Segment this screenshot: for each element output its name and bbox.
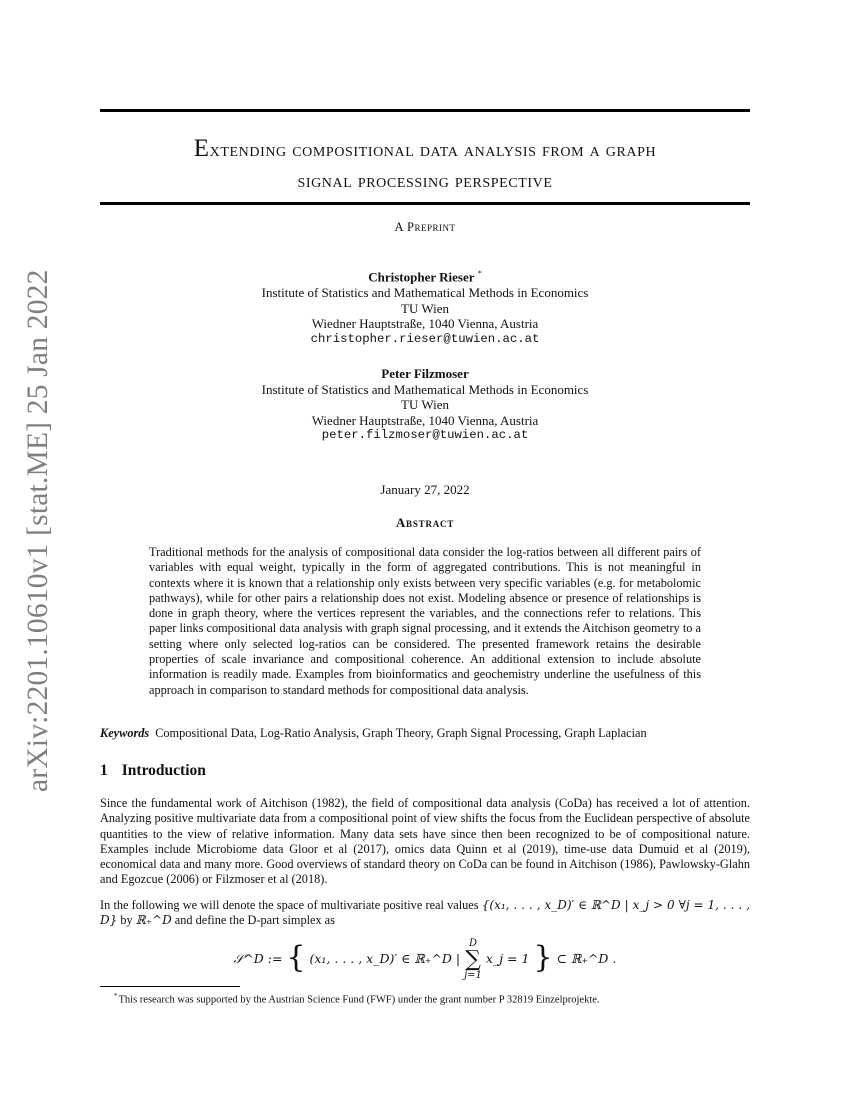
arxiv-identifier: arXiv:2201.10610v1 [stat.ME] 25 Jan 2022 — [22, 269, 54, 792]
publication-date: January 27, 2022 — [380, 482, 470, 497]
sum-symbol: ∑ — [465, 946, 481, 972]
sum-body: x_j = 1 — [485, 951, 530, 966]
author-affiliation: Institute of Statistics and Mathematical Methods in Economics — [261, 284, 589, 300]
author-email[interactable]: peter.filzmoser@tuwien.ac.at — [321, 428, 529, 443]
sum-lower-limit: j=1 — [464, 969, 482, 981]
simplex-paragraph-by: by — [120, 913, 133, 928]
title-top-rule — [100, 109, 750, 112]
simplex-paragraph-prefix: In the following we will denote the space of multivariate positive real values — [100, 898, 479, 912]
author-block-1 — [100, 266, 750, 347]
footnote — [114, 990, 750, 1007]
author-address: Wiedner Hauptstraße, 1040 Vienna, Austria — [311, 316, 539, 332]
equation-rhs: ⊂ ℝ₊^D . — [556, 951, 617, 966]
paper-title — [100, 133, 750, 197]
author-university: TU Wien — [401, 397, 449, 413]
close-brace-symbol: } — [533, 940, 553, 975]
preprint-label: A Preprint — [394, 220, 456, 234]
sum-upper-limit: D — [468, 937, 477, 949]
intro-paragraph: Since the fundamental work of Aitchison (1982), the field of compositional data analysis (CoDa) has received a lot of attention. Analyzing positive multivariate data from a compositional point of view shifts the focus from the Euclidean perspective of absolute quantities to the view of relative information. Many data sets have since then been recognized to be of compositional nature. Examples include Microbiome data Gloor et al (2017), omics data Quinn et al (2019), time-use data Dumuid et al (2019), economical data and many more. Good overviews of standard theory on CoDa can be found in Aitchison (1986), Pawlowsky-Glahn and Egozcue (2006) or Filzmoser et al (2018). — [100, 796, 750, 887]
abstract-heading: Abstract — [395, 515, 455, 530]
author-university: TU Wien — [401, 300, 449, 316]
keywords-list: Compositional Data, Log-Ratio Analysis, Graph Theory, Graph Signal Processing, Graph Laplacian — [155, 726, 647, 740]
footnote-text: This research was supported by the Austrian Science Fund (FWF) under the grant number P 32819 Einzelprojekte. — [118, 994, 600, 1006]
footnote-mark: * — [114, 992, 118, 1000]
author-address: Wiedner Hauptstraße, 1040 Vienna, Austria — [311, 412, 539, 428]
simplex-paragraph-suffix: and define the D-part simplex as — [174, 913, 335, 928]
section-number: 1 — [100, 762, 108, 779]
title-bottom-rule — [100, 202, 750, 205]
footnote-rule — [100, 986, 240, 987]
section-title: Introduction — [121, 762, 206, 779]
author-name: Peter Filzmoser — [381, 366, 469, 381]
author-email[interactable]: christopher.rieser@tuwien.ac.at — [310, 331, 540, 346]
summation — [464, 938, 482, 982]
title-line-2: signal processing perspective — [297, 171, 553, 192]
positive-space-symbol: ℝ₊^D — [135, 913, 172, 928]
title-first-letter: E — [193, 135, 210, 162]
author-footnote-mark: * — [477, 269, 482, 278]
title-line-1: xtending compositional data analysis from a graph — [209, 140, 657, 161]
simplex-equation — [100, 934, 750, 983]
positive-space-set: {(x₁, . . . , x_D)′ ∈ ℝ^D | x_j > 0 ∀j = 1, . . . , D} — [100, 898, 750, 928]
author-affiliation: Institute of Statistics and Mathematical Methods in Economics — [261, 381, 589, 397]
simplex-paragraph — [100, 898, 750, 929]
section-heading — [100, 762, 206, 780]
keywords-line — [100, 726, 750, 741]
keywords-label: Keywords — [100, 726, 150, 740]
abstract-text: Traditional methods for the analysis of compositional data consider the log-ratios between all different pairs of variables with equal weight, typically in the form of aggregated contributions. This is not meaningful in contexts where it is known that a relationship only exists between very specific variables (e.g. for metabolomic pathways), while for other pairs a relationship does not exist. Modeling absence or presence of relationships is done in graph theory, where the vertices represent the variables, and the connections refer to relations. This paper links compositional data analysis with graph signal processing, and it extends the Aitchison geometry to a setting where only selected log-ratios can be considered. The presented framework retains the desirable properties of scale invariance and compositional coherence. An additional extension to include absolute information is readily made. Examples from bioinformatics and geochemistry underline the usefulness of this approach in comparison to standard methods for compositional data analysis. — [149, 545, 701, 697]
author-block-2 — [100, 366, 750, 444]
open-brace-symbol: { — [286, 940, 306, 975]
equation-lhs: 𝒮^D := — [233, 951, 283, 966]
author-name: Christopher Rieser — [368, 269, 475, 285]
equation-inner: (x₁, . . . , x_D)′ ∈ ℝ₊^D | — [309, 951, 461, 966]
